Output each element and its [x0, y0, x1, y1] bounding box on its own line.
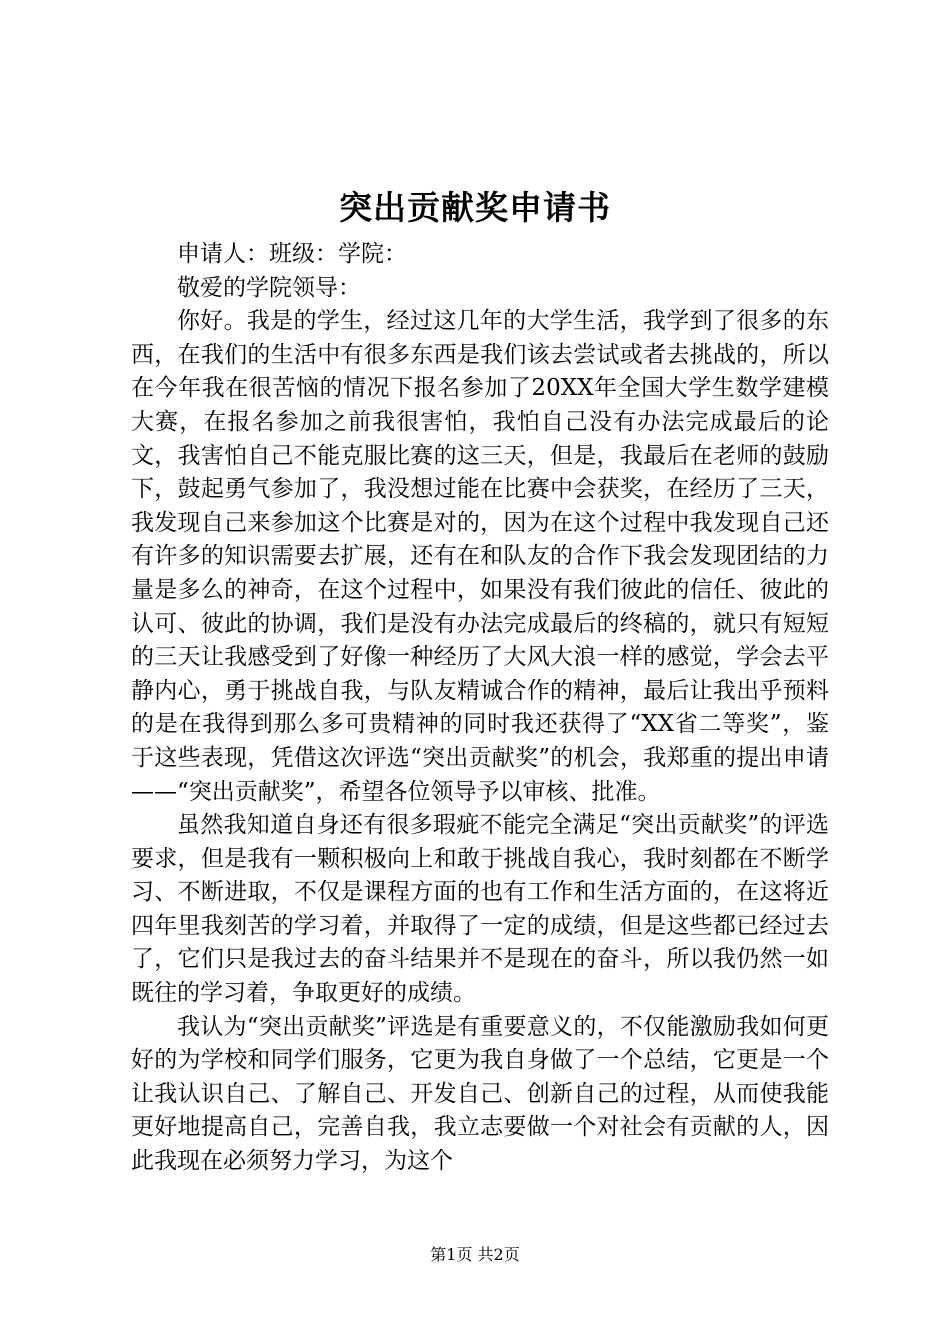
paragraph-1: 你好。我是的学生，经过这几年的大学生活，我学到了很多的东西，在我们的生活中有很多东西是我们该去尝试或者去挑战的，所以在今年我在很苦恼的情况下报名参加了20XX年全国大学生数学建模大赛，在报名参加之前我很害怕，我怕自己没有办法完成最后的论文，我害怕自己不能克服比赛的这三天，但是，我最后在老师的鼓励下，鼓起勇气参加了，我没想过能在比赛中会获奖，在经历了三天，我发现自己来参加这个比赛是对的，因为在这个过程中我发现自己还有许多的知识需要去扩展，还有在和队友的合作下我会发现团结的力量是多么的神奇，在这个过程中，如果没有我们彼此的信任、彼此的认可、彼此的协调，我们是没有办法完成最后的终稿的，就只有短短的三天让我感受到了好像一种经历了大风大浪一样的感觉，学会去平静内心，勇于挑战自我，与队友精诚合作的精神，最后让我出乎预料的是在我得到那么多可贵精神的同时我还获得了“XX省二等奖”，鉴于这些表现，凭借这次评选“突出贡献奖”的机会，我郑重的提出申请——“突出贡献奖”，希望各位领导予以审核、批准。 — [131, 308, 829, 805]
paragraph-2: 虽然我知道自身还有很多瑕疵不能完全满足“突出贡献奖”的评选要求，但是我有一颗积极向上和敢于挑战自我心，我时刻都在不断学习、不断进取，不仅是课程方面的也有工作和生活方面的，在这将近四年里我刻苦的学习着，并取得了一定的成绩，但是这些都已经过去了，它们只是我过去的奋斗结果并不是现在的奋斗，所以我仍然一如既往的学习着，争取更好的成绩。 — [131, 812, 829, 1007]
paragraph-3: 我认为“突出贡献奖”评选是有重要意义的，不仅能激励我如何更好的为学校和同学们服务，它更为我自身做了一个总结，它更是一个让我认识自己、了解自己、开发自己、创新自己的过程，从而使我能更好地提高自己，完善自我，我立志要做一个对社会有贡献的人，因此我现在必须努力学习，为这个 — [131, 1013, 829, 1175]
salutation: 敬爱的学院领导： — [177, 274, 361, 301]
document-body — [131, 238, 829, 1179]
applicant-line: 申请人：班级：学院： — [177, 241, 407, 267]
document-title: 突出贡献奖申请书 — [339, 188, 611, 227]
page-number-footer: 第1页 共2页 — [430, 1245, 520, 1264]
